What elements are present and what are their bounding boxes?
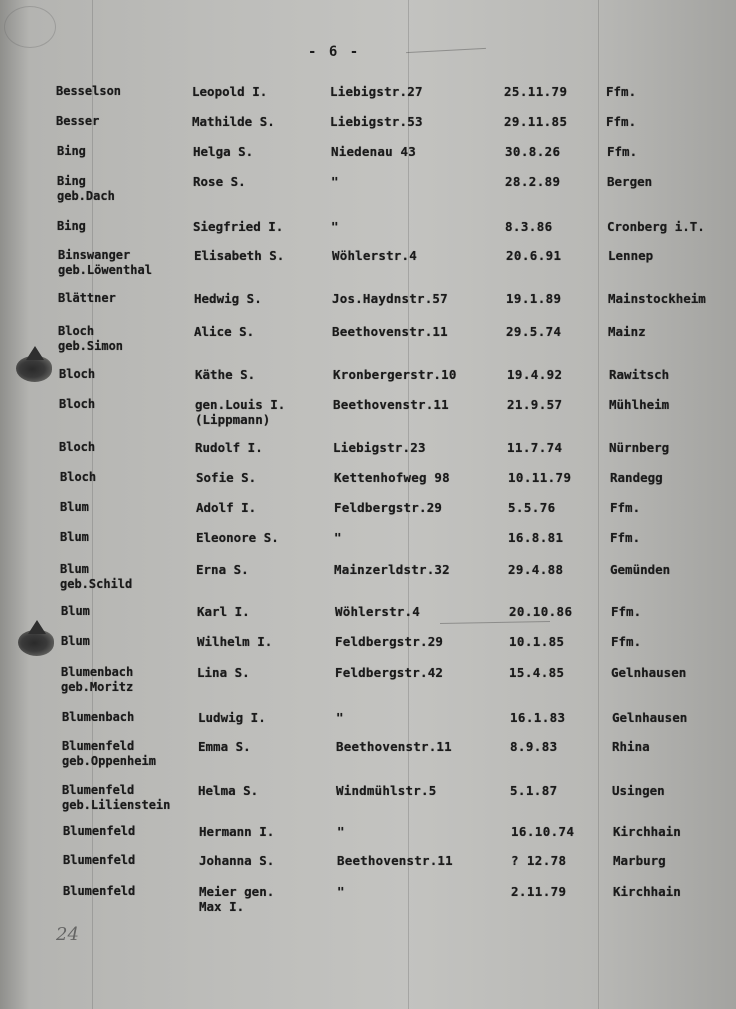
birth-place-text: Bergen (607, 174, 653, 189)
address (332, 324, 448, 339)
birth-date (510, 739, 558, 754)
given-name (195, 440, 263, 455)
address-text: " (337, 824, 345, 839)
birth-date (506, 324, 561, 339)
given-name (199, 884, 274, 914)
birth-place (610, 470, 663, 485)
given-name (196, 562, 249, 577)
birth-date (507, 367, 562, 382)
given-name-text: Karl I. (197, 604, 250, 619)
address (334, 530, 342, 545)
given-name (197, 604, 250, 619)
birth-place-text: Mainz (608, 324, 646, 339)
birth-date (505, 144, 560, 159)
surname (60, 500, 89, 515)
birth-place (611, 604, 641, 619)
birth-place (607, 219, 705, 234)
surname (60, 470, 96, 485)
given-name (192, 114, 275, 129)
surname-text: Besselson (56, 84, 122, 98)
address-text: Kronbergerstr.10 (333, 367, 457, 382)
birth-date-text: 5.5.76 (508, 500, 556, 515)
address (332, 248, 417, 263)
surname-text: Blum (61, 634, 90, 648)
address-text: Windmühlstr.5 (336, 783, 437, 798)
register-entry (0, 665, 736, 705)
birth-place (609, 367, 669, 382)
address (335, 665, 443, 680)
given-name-text: Mathilde S. (192, 114, 275, 129)
address-text: Liebigstr.23 (333, 440, 426, 455)
register-entry (0, 884, 736, 924)
birth-place-text: Kirchhain (613, 884, 681, 899)
address (337, 853, 453, 868)
address-text: Liebigstr.53 (330, 114, 423, 129)
birth-date-text: 10.11.79 (508, 470, 572, 485)
birth-date (506, 291, 561, 306)
address (331, 174, 339, 189)
birth-date-text: 5.1.87 (510, 783, 558, 798)
address-text: " (334, 530, 342, 545)
surname (59, 397, 95, 412)
address-text: Wöhlerstr.4 (332, 248, 417, 263)
surname-text: Bloch (59, 367, 96, 381)
given-name (197, 634, 272, 649)
birth-date (504, 114, 567, 129)
given-name (196, 530, 279, 545)
address (330, 114, 423, 129)
given-name-text: Hermann I. (199, 824, 275, 839)
address (333, 367, 457, 382)
given-name-text: gen.Louis I. (195, 397, 286, 412)
birth-place-text: Mainstockheim (608, 291, 706, 306)
address-text: " (337, 884, 345, 899)
surname-text: Blumenfeld (63, 884, 136, 898)
given-name (199, 853, 274, 868)
surname (59, 367, 95, 382)
given-name-line2: (Lippmann) (195, 412, 271, 427)
birth-date (509, 665, 564, 680)
birth-place-text: Ffm. (611, 604, 642, 619)
surname-text: Blumenfeld (62, 739, 135, 753)
surname-line2: geb.Simon (58, 339, 124, 353)
surname (57, 219, 86, 234)
handwritten-page-mark: 24 (56, 924, 79, 945)
birth-place (612, 739, 650, 754)
given-name (195, 397, 285, 427)
given-name-text: Adolf I. (196, 500, 257, 515)
given-name-text: Siegfried I. (193, 219, 284, 234)
birth-date-text: 30.8.26 (505, 144, 561, 159)
birth-date-text: 21.9.57 (507, 397, 563, 412)
surname (61, 665, 133, 695)
birth-place-text: Nürnberg (609, 440, 670, 455)
given-name (199, 824, 274, 839)
address-text: Wöhlerstr.4 (335, 604, 420, 619)
birth-place (611, 665, 686, 680)
birth-date-text: 29.5.74 (506, 324, 562, 339)
birth-date (508, 530, 563, 545)
address (332, 291, 448, 306)
birth-place-text: Ffm. (606, 84, 637, 99)
surname-line2: geb.Moritz (61, 680, 134, 694)
birth-date-text: 8.9.83 (510, 739, 558, 754)
birth-date-text: 2.11.79 (511, 884, 567, 899)
birth-place-text: Rawitsch (609, 367, 670, 382)
surname (58, 291, 116, 306)
birth-place (612, 710, 687, 725)
address (333, 440, 426, 455)
surname-text: Blumenbach (61, 665, 134, 679)
given-name-text: Rose S. (193, 174, 246, 189)
birth-date (509, 634, 564, 649)
given-name-line2: Max I. (199, 899, 245, 914)
address-text: Kettenhofweg 98 (334, 470, 450, 485)
address-text: " (331, 174, 339, 189)
birth-place-text: Ffm. (610, 500, 641, 515)
address (333, 397, 449, 412)
birth-place-text: Lennep (608, 248, 654, 263)
birth-place (608, 324, 646, 339)
birth-place-text: Gemünden (610, 562, 671, 577)
birth-place-text: Gelnhausen (612, 710, 688, 725)
birth-date (511, 853, 566, 868)
birth-date-text: 16.1.83 (510, 710, 566, 725)
address-text: " (336, 710, 344, 725)
birth-place-text: Mühlheim (609, 397, 670, 412)
birth-place-text: Ffm. (607, 144, 638, 159)
address-text: " (331, 219, 339, 234)
birth-place-text: Ffm. (611, 634, 642, 649)
surname (57, 144, 86, 159)
birth-place (610, 562, 670, 577)
given-name (194, 248, 284, 263)
given-name (197, 665, 250, 680)
surname-line2: geb.Oppenheim (62, 754, 156, 768)
birth-date (507, 397, 562, 412)
surname-text: Bing (57, 174, 86, 188)
birth-date (505, 219, 553, 234)
given-name-text: Helga S. (193, 144, 254, 159)
birth-place (606, 84, 636, 99)
address-text: Feldbergstr.29 (334, 500, 443, 515)
given-name (193, 144, 253, 159)
birth-date (510, 710, 565, 725)
birth-place-text: Ffm. (610, 530, 641, 545)
register-entry (0, 562, 736, 602)
address-text: Beethovenstr.11 (336, 739, 452, 754)
birth-date-text: 8.3.86 (505, 219, 553, 234)
address (336, 710, 344, 725)
given-name-text: Elisabeth S. (194, 248, 285, 263)
birth-date (508, 562, 563, 577)
birth-date-text: 28.2.89 (505, 174, 561, 189)
given-name-text: Ludwig I. (198, 710, 266, 725)
given-name (193, 219, 283, 234)
given-name-text: Leopold I. (192, 84, 268, 99)
birth-place (606, 114, 636, 129)
surname (61, 634, 90, 649)
surname-text: Blum (61, 604, 90, 618)
surname (61, 604, 90, 619)
address (331, 144, 416, 159)
birth-date (505, 174, 560, 189)
given-name-text: Sofie S. (196, 470, 257, 485)
register-entry (0, 174, 736, 214)
punch-hole (16, 356, 52, 382)
given-name-text: Lina S. (197, 665, 250, 680)
birth-date-text: 19.4.92 (507, 367, 563, 382)
given-name (198, 710, 266, 725)
given-name-text: Alice S. (194, 324, 255, 339)
birth-place-text: Usingen (612, 783, 665, 798)
surname-text: Bloch (59, 440, 96, 454)
given-name-text: Johanna S. (199, 853, 275, 868)
birth-date-text: 16.8.81 (508, 530, 564, 545)
birth-date-text: 11.7.74 (507, 440, 563, 455)
given-name-text: Wilhelm I. (197, 634, 273, 649)
given-name-text: Erna S. (196, 562, 249, 577)
birth-place (612, 783, 665, 798)
surname-text: Blättner (58, 291, 116, 305)
birth-place (613, 824, 681, 839)
birth-date-text: 29.11.85 (504, 114, 568, 129)
address (337, 824, 345, 839)
given-name-text: Meier gen. (199, 884, 275, 899)
address (335, 604, 420, 619)
register-entry (0, 739, 736, 779)
given-name-text: Hedwig S. (194, 291, 262, 306)
address (331, 219, 339, 234)
birth-place-text: Cronberg i.T. (607, 219, 705, 234)
address (335, 634, 443, 649)
address-text: Mainzerldstr.32 (334, 562, 450, 577)
given-name-text: Emma S. (198, 739, 251, 754)
surname (58, 248, 152, 278)
given-name-text: Rudolf I. (195, 440, 263, 455)
birth-place (607, 144, 637, 159)
birth-place-text: Ffm. (606, 114, 637, 129)
surname (62, 710, 134, 725)
surname-line2: geb.Löwenthal (58, 263, 152, 277)
birth-date-text: 20.6.91 (506, 248, 562, 263)
surname (63, 884, 135, 899)
punch-hole (18, 630, 54, 656)
birth-place (608, 248, 653, 263)
given-name (198, 739, 251, 754)
birth-date (511, 824, 574, 839)
given-name-text: Eleonore S. (196, 530, 279, 545)
address-text: Niedenau 43 (331, 144, 416, 159)
address (336, 783, 436, 798)
birth-place (610, 530, 640, 545)
birth-place-text: Gelnhausen (611, 665, 687, 680)
birth-place (613, 884, 681, 899)
page-number: - 6 - (308, 44, 361, 60)
surname-text: Bloch (59, 397, 96, 411)
birth-place-text: Randegg (610, 470, 663, 485)
surname-text: Bloch (60, 470, 97, 484)
given-name (195, 367, 255, 382)
birth-date (509, 604, 572, 619)
address (336, 739, 452, 754)
birth-place (610, 500, 640, 515)
surname-text: Blumenfeld (62, 783, 135, 797)
given-name (196, 470, 256, 485)
surname-text: Blumenfeld (63, 853, 136, 867)
given-name (196, 500, 256, 515)
surname-line2: geb.Schild (60, 577, 133, 591)
birth-place (608, 291, 706, 306)
address-text: Feldbergstr.42 (335, 665, 444, 680)
surname-text: Bing (57, 219, 86, 233)
surname (57, 174, 115, 204)
address-text: Beethovenstr.11 (333, 397, 449, 412)
given-name (198, 783, 258, 798)
birth-place-text: Rhina (612, 739, 650, 754)
address (330, 84, 423, 99)
birth-date-text: 20.10.86 (509, 604, 573, 619)
birth-place (611, 634, 641, 649)
birth-date (504, 84, 567, 99)
address-text: Liebigstr.27 (330, 84, 423, 99)
surname-line2: geb.Dach (57, 189, 115, 203)
birth-date (510, 783, 558, 798)
surname-text: Blumenfeld (63, 824, 136, 838)
birth-place (609, 397, 669, 412)
surname (59, 440, 95, 455)
birth-date (507, 440, 562, 455)
surname (63, 853, 135, 868)
address-text: Jos.Haydnstr.57 (332, 291, 448, 306)
surname (56, 84, 121, 99)
register-entry (0, 248, 736, 288)
address (334, 562, 450, 577)
register-entry (0, 783, 736, 823)
surname (60, 562, 132, 592)
birth-date (508, 500, 556, 515)
surname (56, 114, 99, 129)
address-text: Feldbergstr.29 (335, 634, 444, 649)
surname-text: Blumenbach (62, 710, 135, 724)
given-name (194, 291, 262, 306)
birth-date-text: 10.1.85 (509, 634, 565, 649)
surname-text: Blum (60, 562, 89, 576)
surname-text: Bloch (58, 324, 95, 338)
address-text: Beethovenstr.11 (337, 853, 453, 868)
address (337, 884, 345, 899)
birth-date-text: 15.4.85 (509, 665, 565, 680)
birth-date-text: 19.1.89 (506, 291, 562, 306)
birth-place (607, 174, 652, 189)
surname (62, 783, 170, 813)
surname-text: Blum (60, 500, 89, 514)
surname (62, 739, 156, 769)
address (334, 470, 450, 485)
surname-text: Besser (56, 114, 100, 128)
surname-text: Blum (60, 530, 89, 544)
given-name (193, 174, 246, 189)
surname-text: Bing (57, 144, 86, 158)
birth-place (613, 853, 666, 868)
given-name-text: Käthe S. (195, 367, 256, 382)
birth-date-text: ? 12.78 (511, 853, 567, 868)
given-name (192, 84, 267, 99)
birth-place-text: Kirchhain (613, 824, 681, 839)
birth-date (506, 248, 561, 263)
birth-place (609, 440, 669, 455)
surname (63, 824, 135, 839)
given-name (194, 324, 254, 339)
surname-text: Binswanger (58, 248, 131, 262)
register-entry (0, 324, 736, 364)
surname (60, 530, 89, 545)
address (334, 500, 442, 515)
birth-date-text: 16.10.74 (511, 824, 575, 839)
birth-date-text: 25.11.79 (504, 84, 568, 99)
address-text: Beethovenstr.11 (332, 324, 448, 339)
surname (58, 324, 123, 354)
birth-place-text: Marburg (613, 853, 666, 868)
birth-date (511, 884, 566, 899)
register-entry (0, 397, 736, 437)
surname-line2: geb.Lilienstein (62, 798, 171, 812)
birth-date-text: 29.4.88 (508, 562, 564, 577)
given-name-text: Helma S. (198, 783, 259, 798)
birth-date (508, 470, 571, 485)
